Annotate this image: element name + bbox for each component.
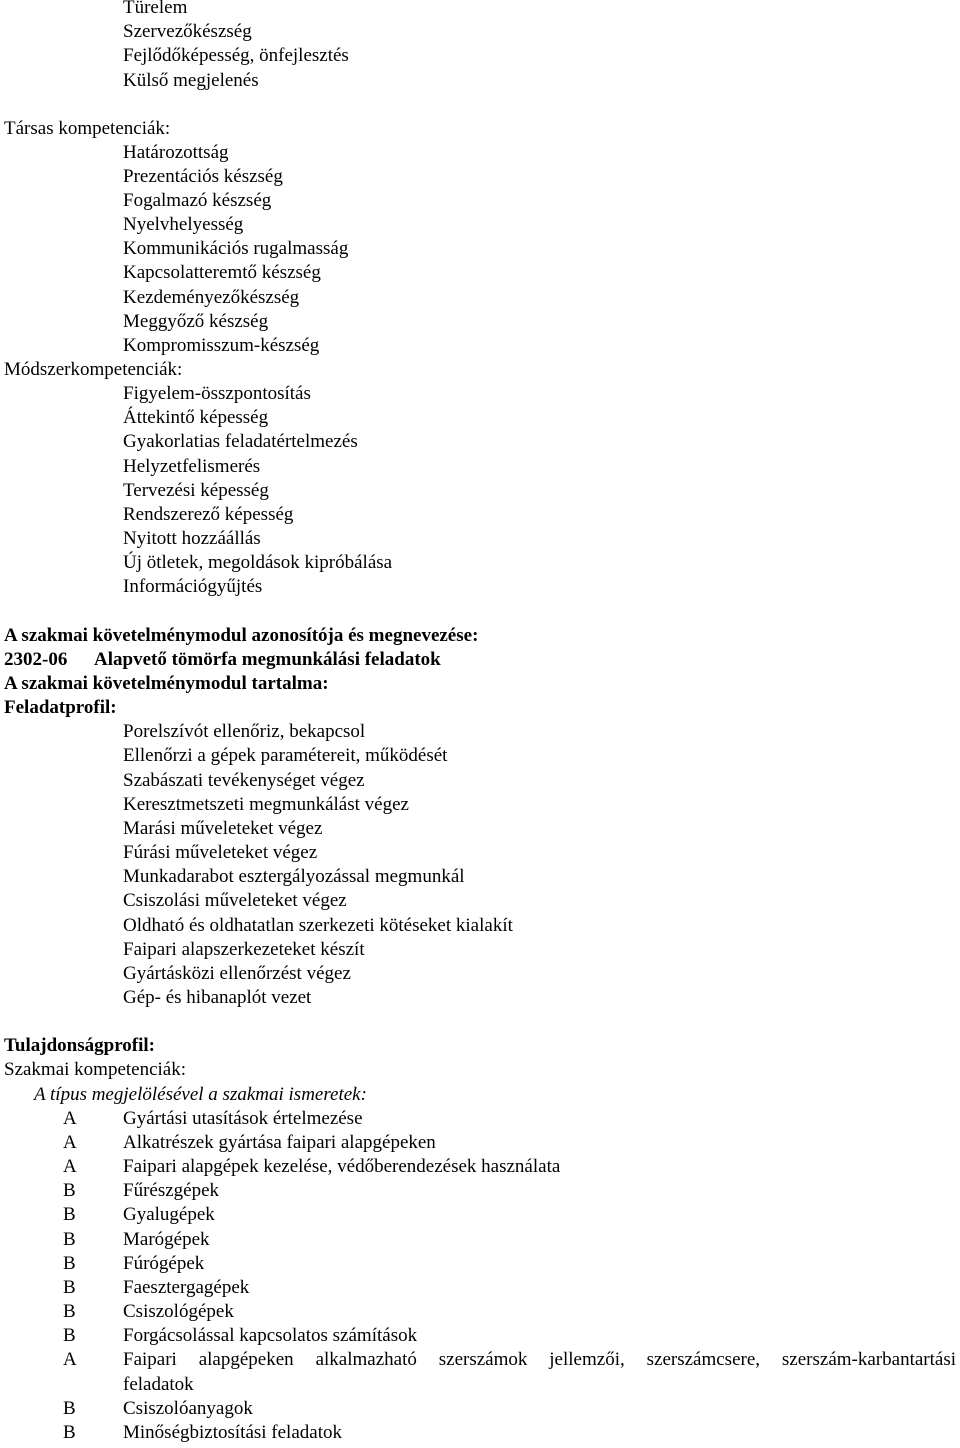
task-item: Szabászati tevékenységet végez [123, 770, 365, 791]
task-item: Faipari alapszerkezeteket készít [123, 939, 365, 960]
property-profile-heading: Tulajdonságprofil: [4, 1035, 155, 1056]
knowledge-item: Csiszolóanyagok [123, 1398, 253, 1419]
task-item: Keresztmetszeti megmunkálást végez [123, 794, 409, 815]
type-marker: B [63, 1325, 76, 1346]
section-heading-method: Módszerkompetenciák: [4, 359, 183, 380]
list-item: Kompromisszum-készség [123, 335, 320, 356]
knowledge-item: Gyártási utasítások értelmezése [123, 1108, 363, 1129]
task-item: Gép- és hibanaplót vezet [123, 987, 312, 1008]
list-item: Figyelem-összpontosítás [123, 383, 311, 404]
list-item: Szervezőkészség [123, 21, 252, 42]
type-note: A típus megjelölésével a szakmai ismeretek: [34, 1084, 367, 1105]
knowledge-item: Faipari alapgépek kezelése, védőberendezések használata [123, 1156, 561, 1177]
task-item: Oldható és oldhatatlan szerkezeti kötéseket kialakít [123, 915, 513, 936]
type-marker: B [63, 1204, 76, 1225]
task-item: Fúrási műveleteket végez [123, 842, 318, 863]
list-item: Rendszerező képesség [123, 504, 294, 525]
list-item: Nyitott hozzáállás [123, 528, 261, 549]
type-marker: B [63, 1277, 76, 1298]
module-id-heading: A szakmai követelménymodul azonosítója és megnevezése: [4, 625, 479, 646]
list-item: Határozottság [123, 142, 229, 163]
list-item: Meggyőző készség [123, 311, 269, 332]
list-item: Tervezési képesség [123, 480, 269, 501]
list-item: Türelem [123, 0, 188, 18]
list-item: Helyzetfelismerés [123, 456, 261, 477]
type-marker: B [63, 1180, 76, 1201]
list-item: Új ötletek, megoldások kipróbálása [123, 552, 393, 573]
task-item: Gyártásközi ellenőrzést végez [123, 963, 351, 984]
knowledge-item: Alkatrészek gyártása faipari alapgépeken [123, 1132, 436, 1153]
knowledge-item: Fűrészgépek [123, 1180, 220, 1201]
type-marker: A [63, 1349, 77, 1370]
module-content-heading: A szakmai követelménymodul tartalma: [4, 673, 329, 694]
list-item: Kapcsolatteremtő készség [123, 262, 321, 283]
list-item: Kommunikációs rugalmasság [123, 238, 349, 259]
section-heading-social: Társas kompetenciák: [4, 118, 171, 139]
list-item: Gyakorlatias feladatértelmezés [123, 431, 358, 452]
module-name: Alapvető tömörfa megmunkálási feladatok [94, 649, 441, 670]
list-item: Kezdeményezőkészség [123, 287, 300, 308]
task-item: Munkadarabot esztergályozással megmunkál [123, 866, 465, 887]
knowledge-item: Marógépek [123, 1229, 210, 1250]
list-item: Külső megjelenés [123, 70, 259, 91]
list-item: Fejlődőképesség, önfejlesztés [123, 45, 349, 66]
knowledge-item: Minőségbiztosítási feladatok [123, 1422, 342, 1443]
knowledge-item: Faipari alapgépeken alkalmazható szerszámok jellemzői, szerszámcsere, szerszám-karbantartási [123, 1349, 956, 1370]
knowledge-item-continuation: feladatok [123, 1374, 194, 1395]
type-marker: B [63, 1229, 76, 1250]
knowledge-item: Forgácsolással kapcsolatos számítások [123, 1325, 418, 1346]
task-item: Ellenőrzi a gépek paramétereit, működését [123, 745, 448, 766]
professional-competencies-heading: Szakmai kompetenciák: [4, 1059, 187, 1080]
type-marker: B [63, 1253, 76, 1274]
type-marker: B [63, 1422, 76, 1443]
module-code: 2302-06 [4, 649, 68, 670]
type-marker: A [63, 1132, 77, 1153]
knowledge-item: Faesztergagépek [123, 1277, 250, 1298]
type-marker: A [63, 1108, 77, 1129]
list-item: Áttekintő képesség [123, 407, 269, 428]
knowledge-item: Csiszológépek [123, 1301, 234, 1322]
task-item: Csiszolási műveleteket végez [123, 890, 347, 911]
type-marker: B [63, 1398, 76, 1419]
list-item: Fogalmazó készség [123, 190, 272, 211]
list-item: Információgyűjtés [123, 576, 263, 597]
task-item: Marási műveleteket végez [123, 818, 323, 839]
task-item: Porelszívót ellenőriz, bekapcsol [123, 721, 366, 742]
type-marker: B [63, 1301, 76, 1322]
task-profile-heading: Feladatprofil: [4, 697, 117, 718]
knowledge-item: Gyalugépek [123, 1204, 215, 1225]
list-item: Prezentációs készség [123, 166, 283, 187]
type-marker: A [63, 1156, 77, 1177]
list-item: Nyelvhelyesség [123, 214, 244, 235]
knowledge-item: Fúrógépek [123, 1253, 205, 1274]
